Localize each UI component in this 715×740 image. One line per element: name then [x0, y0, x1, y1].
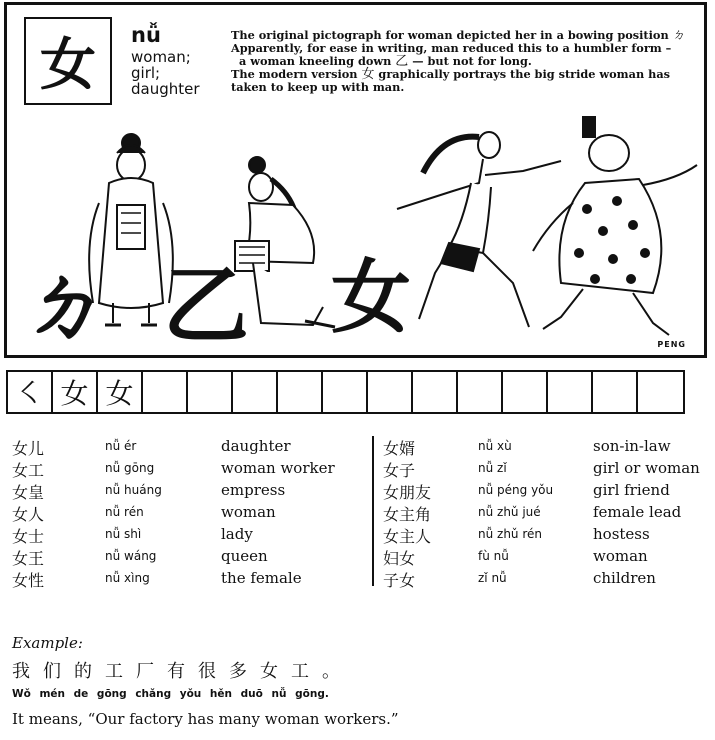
description-line-2: Apparently, for ease in writing, man reduced this to a humbler form – [231, 41, 672, 55]
vocab-row [383, 546, 713, 568]
vocab-hanzi: 女主人 [383, 527, 432, 546]
vocab-pinyin: nǚ zhǔ jué [478, 505, 541, 519]
glyph-modern-large: 女 [331, 251, 411, 344]
evolution-illustration [13, 113, 701, 353]
description-line-5: taken to keep up with man. [231, 80, 405, 94]
vocab-english: daughter [221, 437, 291, 455]
vocab-english: queen [221, 547, 268, 565]
modern-glyph: 女 [361, 67, 375, 82]
vocab-pinyin: nǚ xìng [105, 571, 150, 585]
character-pinyin: nǚ [131, 23, 161, 47]
stroke-cell [638, 372, 683, 412]
vocab-pinyin: nǚ xù [478, 439, 512, 453]
glyph-bowing-large: ㄉ [23, 256, 109, 353]
vocab-row [383, 502, 713, 524]
striding-large-woman-figure [533, 117, 697, 335]
vocab-hanzi: 女儿 [12, 439, 45, 458]
example-hanzi-char: 有 [167, 661, 185, 682]
vocab-list-left [12, 436, 362, 590]
stroke-cell [368, 372, 413, 412]
vocab-hanzi: 子女 [383, 571, 416, 590]
example-sentence-pinyin: Wǒ mén de gōng chǎng yǒu hěn duō nǚ gōng. [12, 688, 329, 700]
vocab-hanzi: 女王 [12, 549, 45, 568]
example-sentence-hanzi [12, 657, 353, 683]
vocab-pinyin: nǚ gōng [105, 461, 155, 475]
vocab-row [12, 524, 362, 546]
vocab-pinyin: nǚ rén [105, 505, 144, 519]
stroke-cell: 女 [98, 372, 143, 412]
vocab-row [383, 524, 713, 546]
vocab-pinyin: fù nǚ [478, 549, 509, 563]
description-line-1: The original pictograph for woman depicted her in a bowing position ㄉ [231, 28, 686, 43]
vocab-list-right [383, 436, 713, 590]
vocab-english: woman worker [221, 459, 335, 477]
character-meanings [131, 49, 200, 97]
vocab-english: children [593, 569, 656, 587]
vocab-english: lady [221, 525, 253, 543]
vocab-hanzi: 女朋友 [383, 483, 432, 502]
stroke-cell [413, 372, 458, 412]
example-label: Example: [12, 634, 83, 652]
description-line-3: a woman kneeling down 乙 — but not for long. [239, 54, 532, 69]
vocab-row [12, 546, 362, 568]
vocab-pinyin: zǐ nǚ [478, 571, 507, 585]
example-hanzi-char: 工 [105, 661, 123, 682]
vocab-hanzi: 女皇 [12, 483, 45, 502]
stroke-order-grid [6, 370, 685, 414]
description-line-4: The modern version 女 graphically portrays the big stride woman has [231, 67, 670, 82]
example-hanzi-char: 很 [198, 661, 216, 682]
vocab-row [383, 568, 713, 590]
stroke-cell [188, 372, 233, 412]
vocab-row [12, 480, 362, 502]
character-description [231, 29, 693, 94]
stroke-cell [593, 372, 638, 412]
vocab-english: the female [221, 569, 302, 587]
vocab-hanzi: 女人 [12, 505, 45, 524]
stroke-cell [458, 372, 503, 412]
vocab-hanzi: 女性 [12, 571, 45, 590]
kneeling-woman-figure [235, 157, 335, 327]
vocab-hanzi: 女工 [12, 461, 45, 480]
vocab-row [383, 436, 713, 458]
example-hanzi-char: 们 [43, 661, 61, 682]
vocab-pinyin: nǚ wáng [105, 549, 157, 563]
character-panel [4, 2, 707, 358]
main-character: 女 [40, 33, 96, 98]
example-hanzi-char: 的 [74, 661, 92, 682]
stroke-cell: ⼥ [53, 372, 98, 412]
vocab-english: woman [593, 547, 648, 565]
vocab-row [383, 480, 713, 502]
example-sentence-meaning: It means, “Our factory has many woman workers.” [12, 710, 399, 728]
stroke-cell [548, 372, 593, 412]
meaning-3: daughter [131, 80, 200, 98]
stroke-cell [143, 372, 188, 412]
main-character-box [24, 17, 112, 105]
vocab-hanzi: 女主角 [383, 505, 432, 524]
vocab-row [12, 568, 362, 590]
vocab-english: son-in-law [593, 437, 671, 455]
example-hanzi-char: 女 [260, 661, 278, 682]
vocab-english: woman [221, 503, 276, 521]
vocab-english: girl friend [593, 481, 670, 499]
meaning-1: woman; [131, 48, 191, 66]
vocab-english: girl or woman [593, 459, 700, 477]
example-hanzi-char: 厂 [136, 661, 154, 682]
vocab-pinyin: nǚ zhǔ rén [478, 527, 543, 541]
vocab-pinyin: nǚ huáng [105, 483, 162, 497]
vocab-pinyin: nǚ shì [105, 527, 142, 541]
vocab-hanzi: 妇女 [383, 549, 416, 568]
example-hanzi-char: 我 [12, 661, 30, 682]
stroke-cell [233, 372, 278, 412]
vocab-pinyin: nǚ péng yǒu [478, 483, 554, 497]
striding-woman-figure [397, 132, 561, 327]
stroke-cell [323, 372, 368, 412]
example-hanzi-char: 多 [229, 661, 247, 682]
stroke-cell [503, 372, 548, 412]
artist-signature: PENG [657, 340, 686, 349]
vocab-hanzi: 女士 [12, 527, 45, 546]
vocab-row [12, 502, 362, 524]
vocab-row [383, 458, 713, 480]
bowing-glyph: ㄉ [672, 28, 686, 43]
vocab-english: empress [221, 481, 286, 499]
vocab-row [12, 436, 362, 458]
stroke-cell [278, 372, 323, 412]
vocab-hanzi: 女子 [383, 461, 416, 480]
example-hanzi-char: 工 [291, 661, 309, 682]
vocab-english: female lead [593, 503, 682, 521]
glyph-kneeling-large: 乙 [163, 256, 249, 353]
stroke-cell: ㇛ [8, 372, 53, 412]
vocab-english: hostess [593, 525, 650, 543]
vocab-row [12, 458, 362, 480]
meaning-2: girl; [131, 64, 161, 82]
vocab-pinyin: nǚ zǐ [478, 461, 507, 475]
vocab-divider [372, 436, 374, 586]
vocab-hanzi: 女婿 [383, 439, 416, 458]
kneeling-glyph: 乙 [395, 54, 409, 69]
vocab-pinyin: nǚ ér [105, 439, 137, 453]
example-hanzi-char: 。 [322, 661, 340, 682]
